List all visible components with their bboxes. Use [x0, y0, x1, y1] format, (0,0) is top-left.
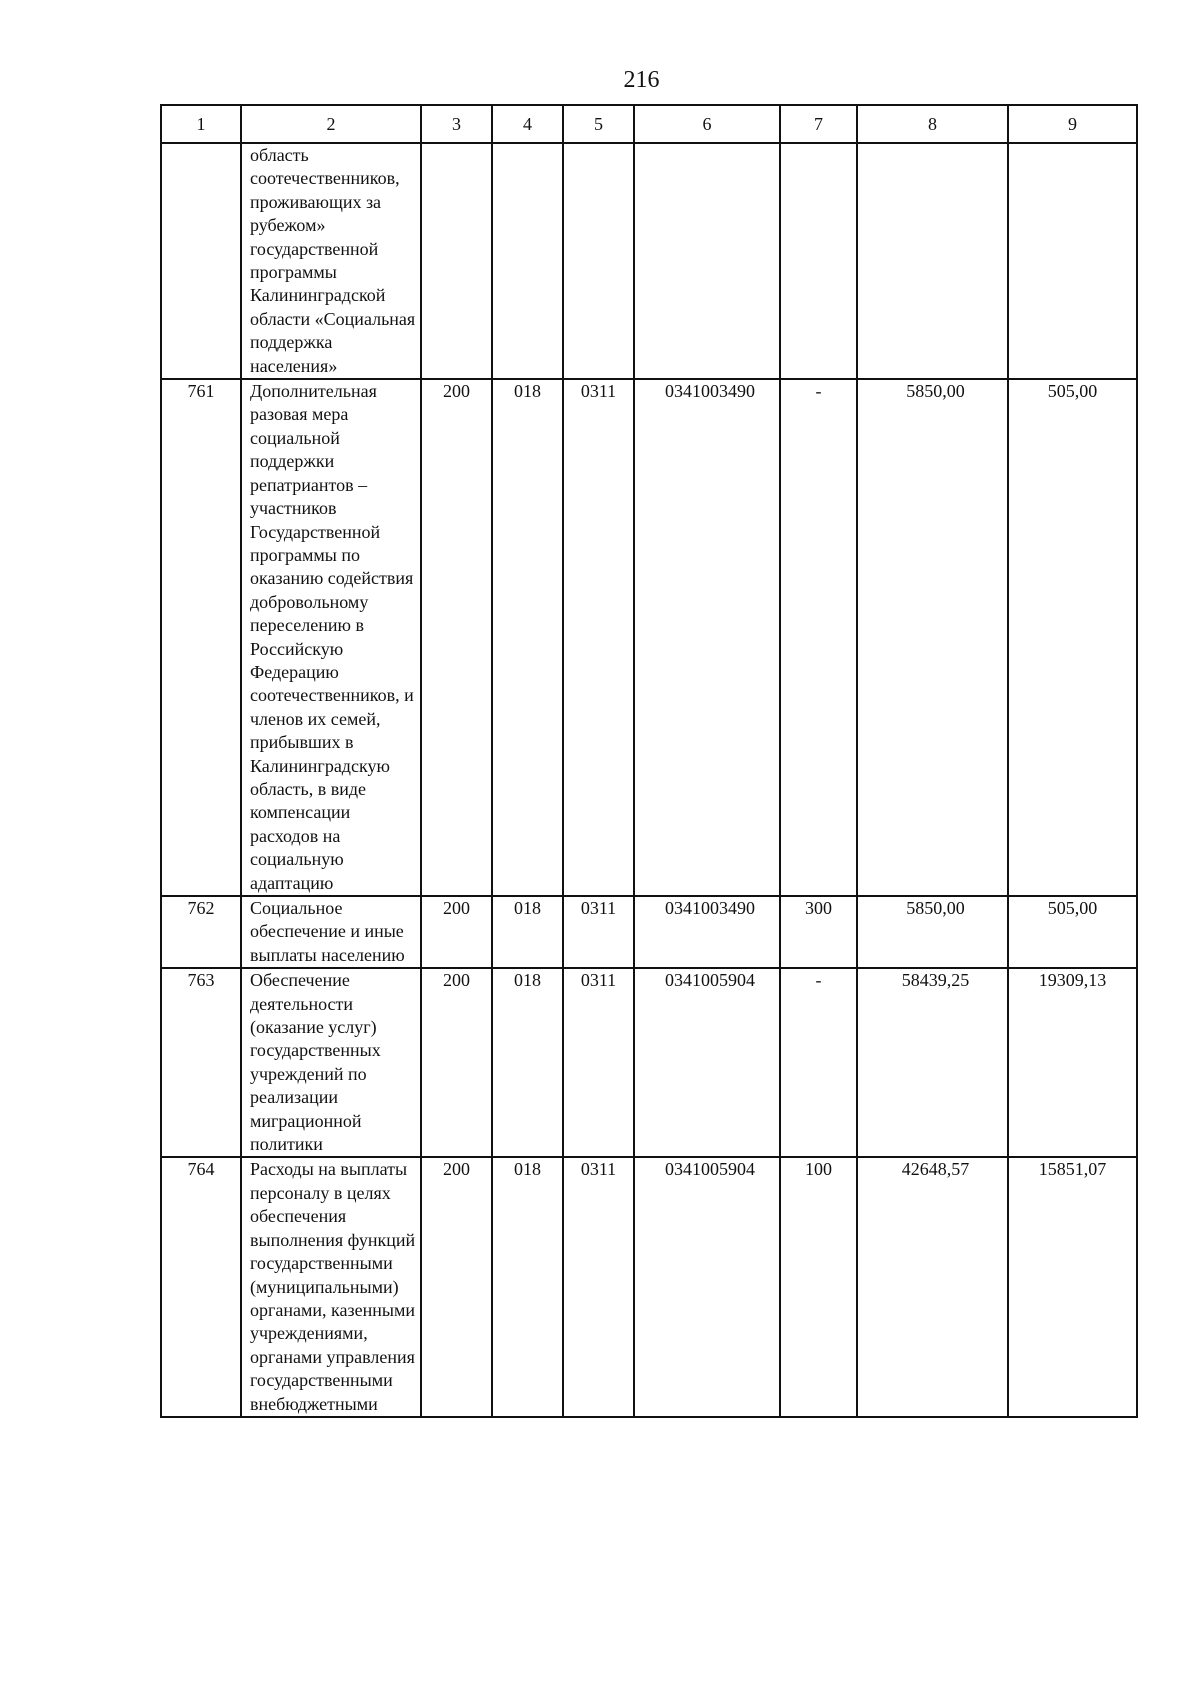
cell-col4: 018 — [492, 896, 563, 968]
row-number — [161, 143, 241, 379]
cell-col6: 0341005904 — [634, 1157, 780, 1416]
cell-col7 — [780, 143, 857, 379]
cell-col5: 0311 — [563, 896, 634, 968]
cell-col4: 018 — [492, 379, 563, 896]
cell-col8: 42648,57 — [857, 1157, 1008, 1416]
budget-table — [160, 104, 1138, 1418]
cell-col3: 200 — [421, 968, 492, 1157]
table-row — [161, 1157, 1137, 1416]
row-description: область соотечественников, проживающих за рубежом» государственной программы Калининградской области «Социальная поддержка населения» — [241, 143, 421, 379]
table-row — [161, 379, 1137, 896]
cell-col6 — [634, 143, 780, 379]
cell-col8: 5850,00 — [857, 379, 1008, 896]
cell-col7: - — [780, 379, 857, 896]
column-header: 4 — [492, 105, 563, 143]
cell-col8: 5850,00 — [857, 896, 1008, 968]
row-description: Дополнительная разовая мера социальной поддержки репатриантов – участников Государственной программы по оказанию содействия добровольному переселению в Российскую Федерацию соотечественников, и членов их семей, прибывших в Калининградскую область, в виде компенсации расходов на социальную адаптацию — [241, 379, 421, 896]
column-header: 6 — [634, 105, 780, 143]
cell-col8 — [857, 143, 1008, 379]
column-header: 5 — [563, 105, 634, 143]
cell-col6: 0341003490 — [634, 896, 780, 968]
cell-col7: - — [780, 968, 857, 1157]
column-header: 3 — [421, 105, 492, 143]
row-number: 761 — [161, 379, 241, 896]
cell-col3: 200 — [421, 379, 492, 896]
cell-col8: 58439,25 — [857, 968, 1008, 1157]
cell-col5 — [563, 143, 634, 379]
column-header: 8 — [857, 105, 1008, 143]
cell-col9: 19309,13 — [1008, 968, 1137, 1157]
row-description: Расходы на выплаты персоналу в целях обеспечения выполнения функций государственными (муниципальными) органами, казенными учреждениями, органами управления государственными внебюджетными — [241, 1157, 421, 1416]
cell-col5: 0311 — [563, 968, 634, 1157]
cell-col5: 0311 — [563, 379, 634, 896]
cell-col3: 200 — [421, 1157, 492, 1416]
header-row — [161, 105, 1137, 143]
cell-col9: 15851,07 — [1008, 1157, 1137, 1416]
row-description: Обеспечение деятельности (оказание услуг) государственных учреждений по реализации миграционной политики — [241, 968, 421, 1157]
cell-col7: 100 — [780, 1157, 857, 1416]
table-row — [161, 968, 1137, 1157]
table-row — [161, 143, 1137, 379]
column-header: 2 — [241, 105, 421, 143]
cell-col9: 505,00 — [1008, 896, 1137, 968]
row-number: 764 — [161, 1157, 241, 1416]
cell-col5: 0311 — [563, 1157, 634, 1416]
cell-col3: 200 — [421, 896, 492, 968]
row-number: 762 — [161, 896, 241, 968]
cell-col9: 505,00 — [1008, 379, 1137, 896]
cell-col3 — [421, 143, 492, 379]
cell-col4: 018 — [492, 1157, 563, 1416]
cell-col7: 300 — [780, 896, 857, 968]
column-header: 1 — [161, 105, 241, 143]
cell-col6: 0341005904 — [634, 968, 780, 1157]
cell-col9 — [1008, 143, 1137, 379]
row-number: 763 — [161, 968, 241, 1157]
cell-col4: 018 — [492, 968, 563, 1157]
cell-col4 — [492, 143, 563, 379]
table-row — [161, 896, 1137, 968]
row-description: Социальное обеспечение и иные выплаты населению — [241, 896, 421, 968]
column-header: 9 — [1008, 105, 1137, 143]
cell-col6: 0341003490 — [634, 379, 780, 896]
page-number: 216 — [623, 67, 660, 93]
column-header: 7 — [780, 105, 857, 143]
